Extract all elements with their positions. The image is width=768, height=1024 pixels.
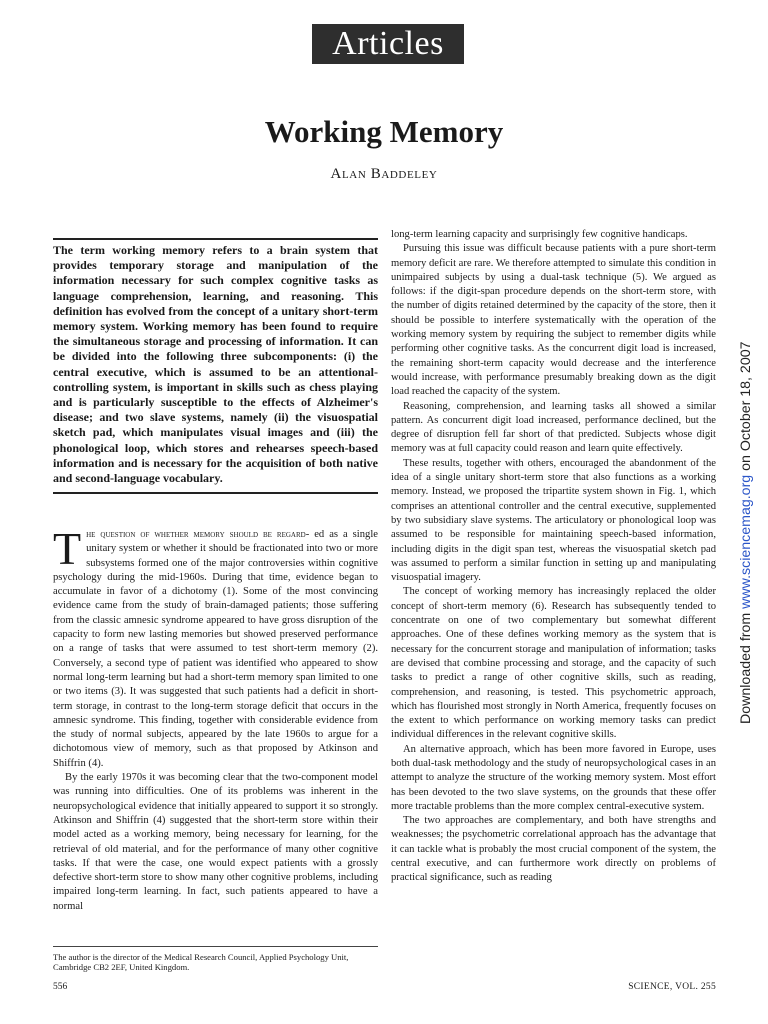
author-name: Alan Baddeley (330, 166, 438, 182)
download-prefix: Downloaded from (738, 608, 754, 724)
download-suffix: on October 18, 2007 (738, 341, 754, 475)
journal-footer: SCIENCE, VOL. 255 (628, 982, 716, 992)
paragraph: Pursuing this issue was difficult because patients with a pure short-term memory deficit are rare. We therefore attempted to simulate this condition in unimpaired subjects by using a dual-task technique (5). We argued as follows: if the digit-span procedure depends on the short-term store, with the number of digits retained determined by the capacity of the store, then it should be possible to interfere systematically with the operation of the working memory system by requiring the subject to remember digits while performing other cognitive tasks. As the concurrent digit load is increased, the remaining short-term capacity would decrease and the interference would increase, with performance presumably breaking down as the digit load reached the capacity of the system. (391, 243, 716, 398)
download-margin-note (738, 334, 754, 724)
body-column-right (391, 228, 716, 886)
article-author (0, 166, 768, 183)
paragraph: Reasoning, comprehension, and learning tasks all showed a similar pattern. As concurrent digit load increased, performance declined, but the degree of disruption fell far short of that predicted. Subjects whose digit memory was at full capacity could reason and learn quite effectively. (391, 400, 716, 455)
sciencemag-link[interactable]: www.sciencemag.org (738, 474, 754, 609)
page-number: 556 (53, 982, 68, 992)
author-footnote: The author is the director of the Medical Research Council, Applied Psychology Unit, Cambridge CB2 2EF, United Kingdom. (53, 946, 378, 973)
paragraph: An alternative approach, which has been more favored in Europe, uses both dual-task methodology and the study of neuropsychological cases in an attempt to analyze the structure of the working memory system. Most effort has been devoted to the two slave systems, on the grounds that these offer more tractable problems than the more complex central-executive system. (391, 743, 716, 812)
article-title: Working Memory (264, 114, 504, 149)
drop-cap: T (53, 523, 82, 574)
paragraph: These results, together with others, encouraged the abandonment of the idea of a single unitary short-term store that also functions as a working memory. Instead, we proposed the tripartite system shown in Fig. 1, which comprises an attentional controller and the central executive, supplemented by two subsidiary slave systems. The articulatory or phonological loop was assumed to be responsible for maintaining speech-based information, including digits in the digit span test, whereas the visuospatial sketch pad was assumed to perform a similar function in setting up and manipulating visuospatial imagery. (391, 457, 716, 584)
paragraph: By the early 1970s it was becoming clear that the two-component model was running into difficulties. One of its problems was inherent in the neuropsychological evidence that initially appeared to support it so strongly. Atkinson and Shiffrin (4) suggested that the short-term store within their model acted as a working memory, being necessary for learning, for the retrieval of old material, and for the performance of many other cognitive tasks. If that were the case, one would expect patients with a grossly defective short-term store to show many other cognitive problems, including impaired long-term learning. In fact, such patients appeared to have a normal (53, 772, 378, 912)
paragraph: long-term learning capacity and surprisingly few cognitive handicaps. (391, 229, 688, 240)
paragraph-text: ed as a single unitary system or whether it should be fractionated into two or more subsystems formed one of the major controversies within cognitive psychology during the mid-1960s. During that time, evidence began to accumulate in favor of a dichotomy (1). Some of the most convincing evidence came from the study of brain-damaged patients; those suffering from the classic amnesic syndrome appeared to have gross disruption of the capacity to form new lasting memories but showed preserved performance on a range of tasks that were assumed to test short-term memory (2). Conversely, a second type of patient was identified who appeared to show normal long-term learning but had a short-term memory span limited to one or two items (3). It was suggested that such patients had a deficit in short-term storage, in contrast to the long-term storage deficit that occurs in the amnesic syndrome. This finding, together with considerable evidence from the study of normal subjects, appeared by the late 1960s to argue for a dichotomous view of memory, such as that proposed by Atkinson and Shiffrin (4). (53, 529, 378, 769)
lead-in-smallcaps: he question of whether memory should be regard- (86, 529, 310, 540)
body-column-left (53, 523, 378, 914)
abstract: The term working memory refers to a brain system that provides temporary storage and manipulation of the information necessary for such complex cognitive tasks as language comprehension, learning, and reasoning. This definition has evolved from the concept of a unitary short-term memory system. Working memory has been found to require the simultaneous storage and processing of information. It can be divided into the following three subcomponents: (i) the central executive, which is assumed to be an attentional-controlling system, is important in skills such as chess playing and is particularly susceptible to the effects of Alzheimer's disease; and two slave systems, namely (ii) the visuospatial sketch pad, which manipulates visual images and (iii) the phonological loop, which stores and rehearses speech-based information and is necessary for the acquisition of both native and second-language vocabulary. (53, 238, 378, 494)
paragraph: The concept of working memory has increasingly replaced the older concept of short-term memory (6). Research has subsequently tended to concentrate on one of two complementary but somewhat different approaches. One of these defines working memory as the system that is necessary for the concurrent storage and manipulation of information; tasks are devised that combine processing and storage, and the capacity of such tasks to predict a range of other cognitive skills, such as reading, comprehension, and reasoning, is tested. This psychometric approach, which has flourished most strongly in North America, frequently focuses on the extent to which performance on working memory tasks can predict individual differences in the relevant cognitive skills. (391, 586, 716, 741)
section-banner: Articles (312, 24, 464, 64)
paragraph: The two approaches are complementary, and both have strengths and weaknesses; the psychometric correlational approach has the advantage that it can tackle what is probably the most crucial component of the system, the central executive, and can furthermore work directly on problems of practical significance, such as reading (391, 815, 716, 884)
paragraph (53, 523, 378, 771)
